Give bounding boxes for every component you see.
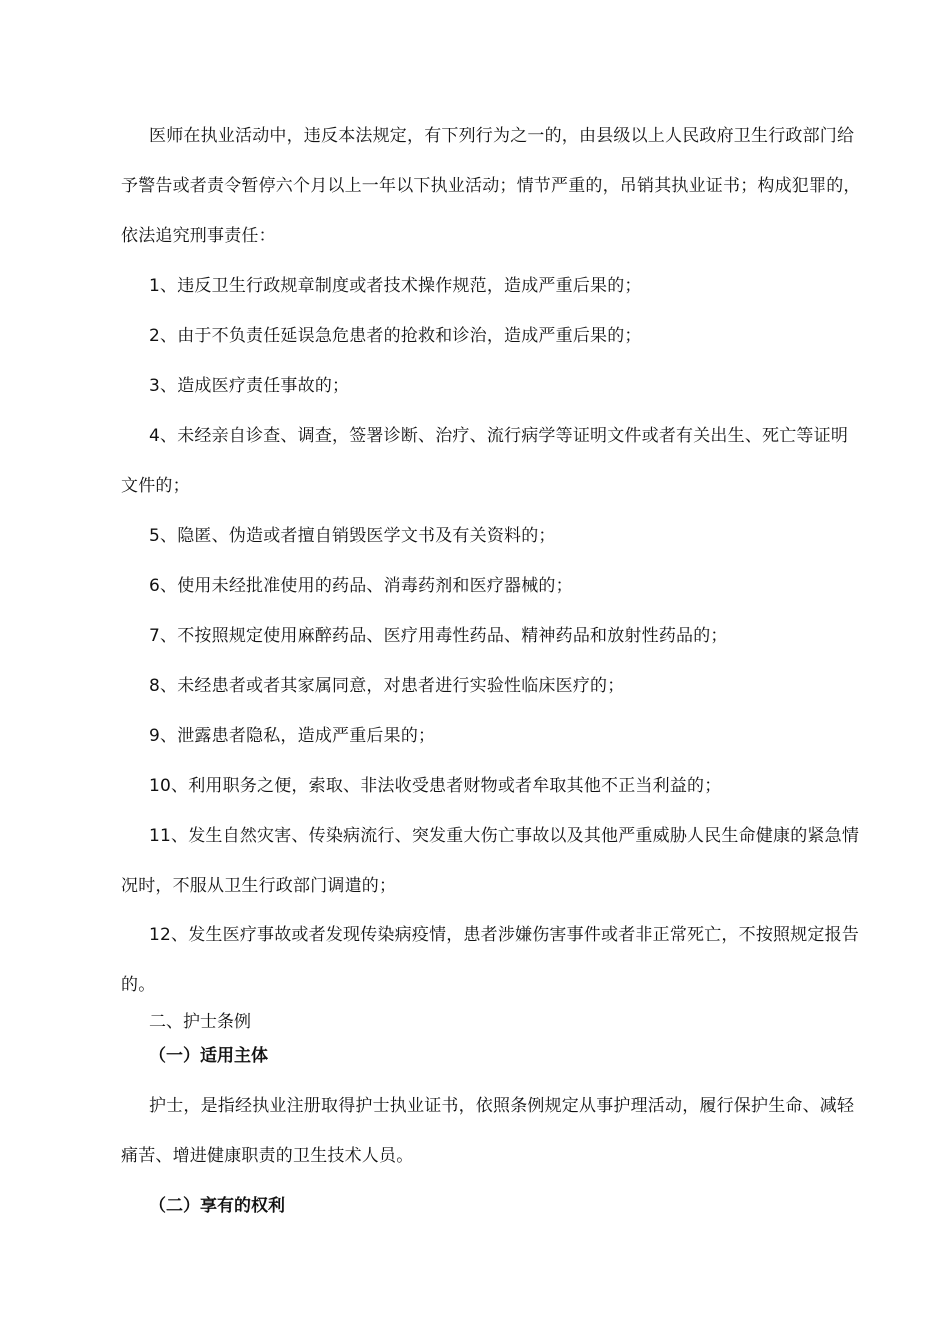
list-item-7: 7、不按照规定使用麻醉药品、医疗用毒性药品、精神药品和放射性药品的； — [149, 626, 728, 646]
intro-paragraph: 医师在执业活动中，违反本法规定，有下列行为之一的，由县级以上人民政府卫生行政部门给予警告或者责令暂停六个月以上一年以下执业活动；情节严重的，吊销其执业证书；构成犯罪的，依法追究刑事责任： — [121, 126, 861, 246]
list-item-12: 12、发生医疗事故或者发现传染病疫情，患者涉嫌伤害事件或者非正常死亡，不按照规定报告的。 — [121, 925, 860, 995]
list-item-5: 5、隐匿、伪造或者擅自销毁医学文书及有关资料的； — [149, 526, 556, 546]
list-item-2: 2、由于不负责任延误急危患者的抢救和诊治，造成严重后果的； — [149, 326, 642, 346]
nurse-definition-paragraph: 护士，是指经执业注册取得护士执业证书，依照条例规定从事护理活动，履行保护生命、减轻痛苦、增进健康职责的卫生技术人员。 — [121, 1096, 855, 1166]
list-item-1: 1、违反卫生行政规章制度或者技术操作规范，造成严重后果的； — [149, 276, 642, 296]
list-item-11: 11、发生自然灾害、传染病流行、突发重大伤亡事故以及其他严重威胁人民生命健康的紧急情况时，不服从卫生行政部门调遣的； — [121, 826, 860, 896]
list-item-9: 9、泄露患者隐私，造成严重后果的； — [149, 726, 436, 746]
section-heading-nurse-regulation: 二、护士条例 — [149, 1012, 251, 1032]
list-item-8: 8、未经患者或者其家属同意，对患者进行实验性临床医疗的； — [149, 676, 625, 696]
subsection-heading-applicable-subject: （一）适用主体 — [149, 1046, 268, 1066]
list-item-10: 10、利用职务之便，索取、非法收受患者财物或者牟取其他不正当利益的； — [149, 776, 722, 796]
list-item-6: 6、使用未经批准使用的药品、消毒药剂和医疗器械的； — [149, 576, 573, 596]
list-item-3: 3、造成医疗责任事故的； — [149, 376, 350, 396]
subsection-heading-rights: （二）享有的权利 — [149, 1196, 285, 1216]
list-item-4: 4、未经亲自诊查、调查，签署诊断、治疗、流行病学等证明文件或者有关出生、死亡等证明文件的； — [121, 426, 849, 496]
